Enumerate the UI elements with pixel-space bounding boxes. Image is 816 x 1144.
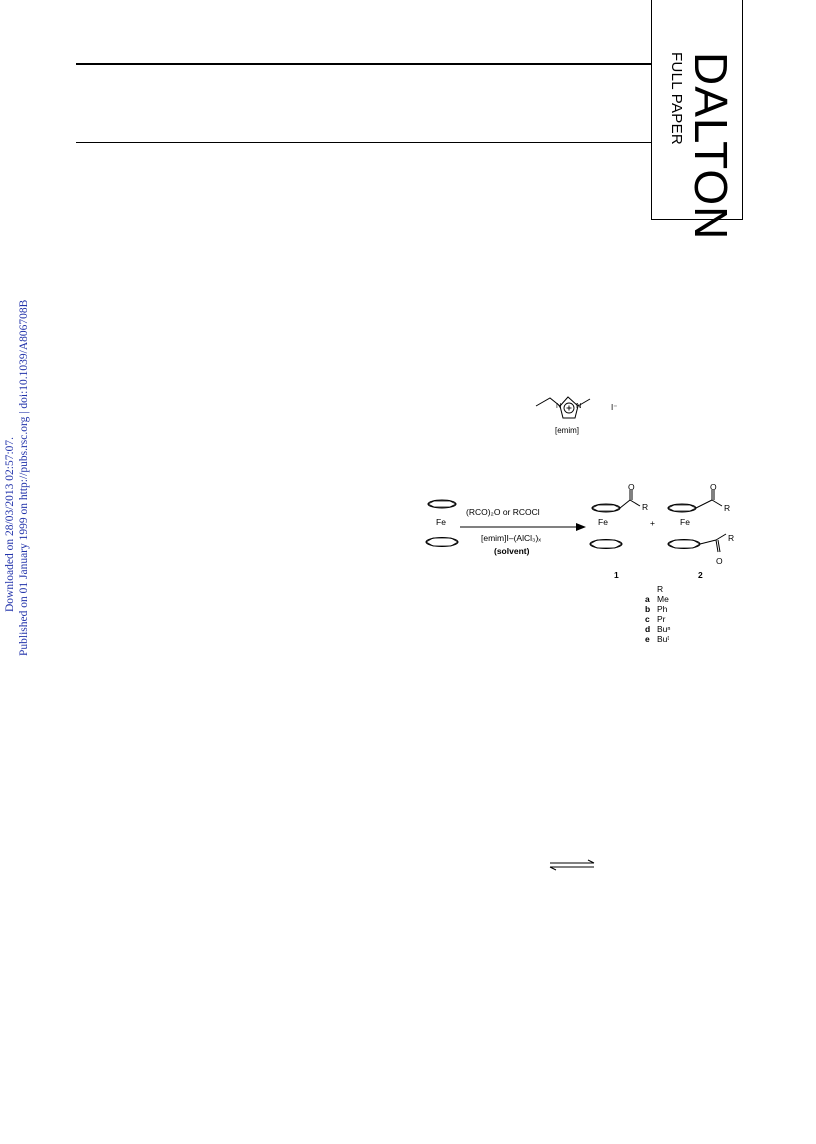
emim-caption: [emim] (555, 426, 579, 435)
product-1-o: O (628, 482, 635, 492)
product-2-r-top: R (724, 503, 731, 513)
product-2-structure (664, 478, 744, 578)
compound-number-1: 1 (614, 570, 619, 580)
product-2-o-top: O (710, 482, 717, 492)
reagent-top: (RCO)₂O or RCOCl (466, 507, 540, 517)
product-2-o-bottom: O (716, 556, 723, 566)
download-stamp: Downloaded on 28/03/2013 02:57:07. (4, 436, 16, 612)
product-2-fe: Fe (680, 517, 690, 527)
emim-n1: N (556, 401, 562, 410)
header-rule-top (76, 63, 652, 65)
compound-number-2: 2 (698, 570, 703, 580)
solvent-label: (solvent) (494, 546, 530, 556)
product-1-r: R (642, 502, 649, 512)
emim-counter-ion: I⁻ (611, 403, 618, 412)
journal-name: DALTON (685, 52, 737, 241)
product-2-r-bottom: R (728, 533, 735, 543)
reactant-fe: Fe (436, 517, 446, 527)
r-table-row: c Pr (645, 614, 666, 624)
r-table-header: R (657, 584, 664, 594)
product-1-fe: Fe (598, 517, 608, 527)
reagent-bottom: [emim]I–(AlCl₃)ₓ (481, 533, 542, 543)
r-table-row: a Me (645, 594, 669, 604)
emim-cation-structure (530, 390, 620, 430)
equilibrium-arrows (548, 860, 596, 870)
publication-stamp: Published on 01 January 1999 on http://pubs.rsc.org | doi:10.1039/A806708B (18, 299, 30, 656)
reaction-arrow (460, 522, 586, 532)
emim-n2: N (576, 401, 582, 410)
section-label: FULL PAPER (668, 52, 685, 146)
plus-sign: + (650, 518, 655, 528)
r-table-row: b Ph (645, 604, 668, 614)
header-rule-bottom (76, 142, 652, 143)
r-table-row: e Buᵗ (645, 634, 670, 644)
r-group-table (645, 584, 671, 644)
r-table-row: d Buⁿ (645, 624, 671, 634)
product-1-structure (588, 478, 658, 550)
